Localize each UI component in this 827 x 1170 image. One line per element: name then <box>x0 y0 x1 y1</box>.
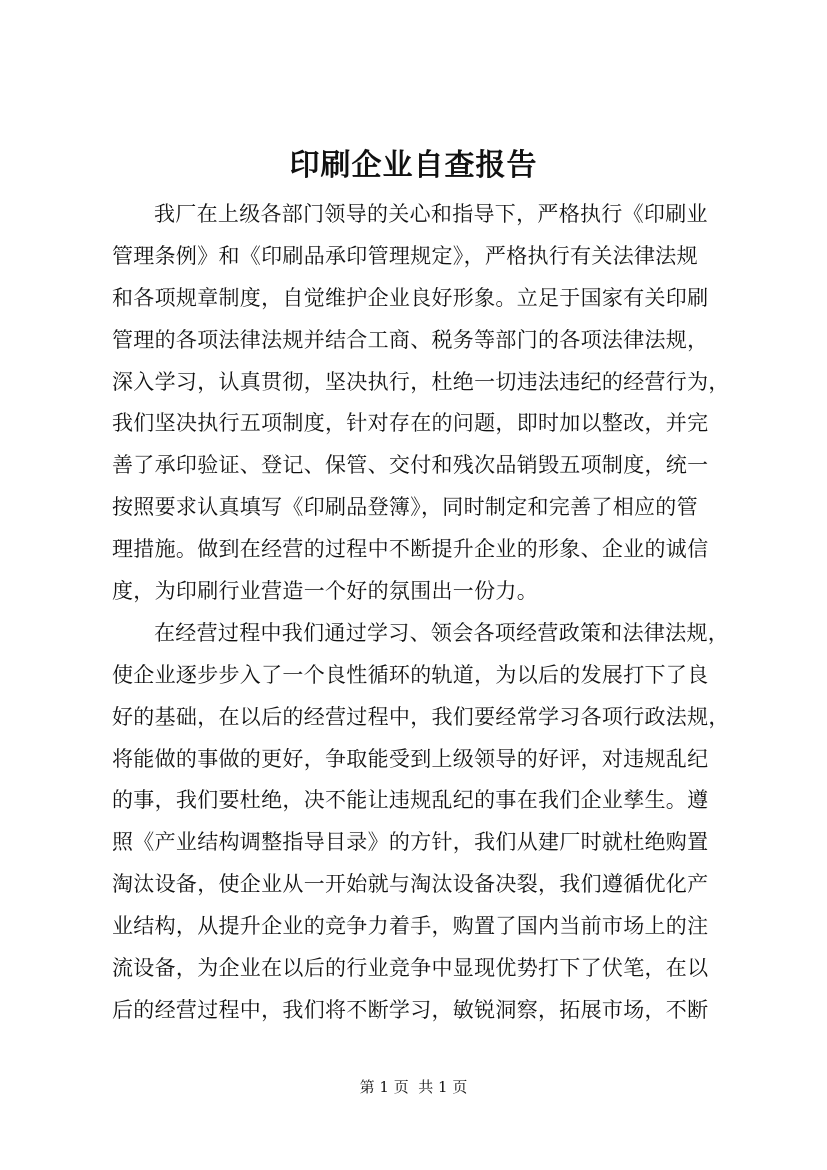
paragraph-line: 度，为印刷行业营造一个好的氛围出一份力。 <box>112 579 538 604</box>
paragraph-line: 业结构，从提升企业的竞争力着手，购置了国内当前市场上的注 <box>112 914 709 939</box>
page-number-text: 第 1 页 共 1 页 <box>359 1078 468 1096</box>
paragraph-2 <box>112 613 730 1032</box>
paragraph-line: 使企业逐步步入了一个良性循环的轨道，为以后的发展打下了良 <box>112 662 709 687</box>
paragraph-line: 善了承印验证、登记、保管、交付和残次品销毁五项制度，统一 <box>112 453 709 478</box>
paragraph-line: 按照要求认真填写《印刷品登簿》，同时制定和完善了相应的管 <box>112 495 698 520</box>
paragraph-line: 管理的各项法律法规并结合工商、税务等部门的各项法律法规， <box>112 327 709 352</box>
paragraph-line: 我们坚决执行五项制度，针对存在的问题，即时加以整改，并完 <box>112 411 709 436</box>
document-title: 印刷企业自查报告 <box>289 148 538 183</box>
paragraph-line: 的事，我们要杜绝，决不能让违规乱纪的事在我们企业孳生。遵 <box>112 788 709 813</box>
paragraph-line: 后的经营过程中，我们将不断学习，敏锐洞察，拓展市场，不断 <box>112 997 709 1022</box>
paragraph-line: 在经营过程中我们通过学习、领会各项经营政策和法律法规， <box>154 620 730 645</box>
paragraph-line: 理措施。做到在经营的过程中不断提升企业的形象、企业的诚信 <box>112 537 709 562</box>
paragraph-line: 淘汰设备，使企业从一开始就与淘汰设备决裂，我们遵循优化产 <box>112 872 709 897</box>
paragraph-line: 我厂在上级各部门领导的关心和指导下，严格执行《印刷业 <box>154 202 708 226</box>
paragraph-line: 和各项规章制度，自觉维护企业良好形象。立足于国家有关印刷 <box>112 285 709 310</box>
paragraph-line: 流设备，为企业在以后的行业竞争中显现优势打下了伏笔，在以 <box>112 956 709 981</box>
page-footer <box>0 1077 827 1097</box>
paragraph-line: 管理条例》和《印刷品承印管理规定》，严格执行有关法律法规 <box>112 243 698 268</box>
document-body <box>112 194 730 1032</box>
paragraph-line: 好的基础，在以后的经营过程中，我们要经常学习各项行政法规， <box>112 704 730 729</box>
paragraph-1 <box>112 194 730 613</box>
paragraph-line: 将能做的事做的更好，争取能受到上级领导的好评，对违规乱纪 <box>112 746 709 771</box>
paragraph-line: 照《产业结构调整指导目录》的方针，我们从建厂时就杜绝购置 <box>112 830 709 855</box>
paragraph-line: 深入学习，认真贯彻，坚决执行，杜绝一切违法违纪的经营行为， <box>112 369 730 394</box>
